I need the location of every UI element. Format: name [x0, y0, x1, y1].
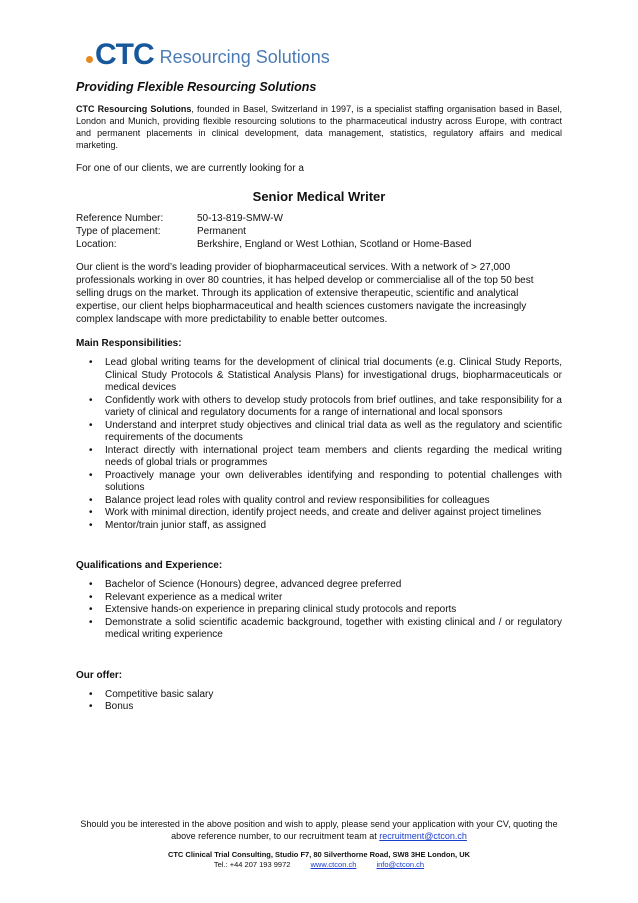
apply-text: Should you be interested in the above position and wish to apply, please send your application with your CV, quoting the above reference number, to our recruitment team at — [80, 819, 558, 841]
list-item: • Bonus — [76, 701, 562, 714]
list-item: • Confidently work with others to develop study protocols from brief outlines, and take responsibility for a variety of clinical and regulatory documents for a range of international and local sponsors — [76, 395, 562, 420]
document-body — [76, 80, 562, 714]
list-item: • Balance project lead roles with quality control and review responsibilities for colleagues — [76, 495, 562, 508]
responsibilities-list — [76, 357, 562, 532]
apply-instructions — [76, 818, 562, 842]
detail-row-location — [76, 238, 562, 251]
intro-text: , founded in Basel, Switzerland in 1997, is a specialist staffing organisation based in Basel, London and Munich, providing flexible resourcing solutions to the pharmaceutical industry across Europe, with contract and permanent placements in clinical development, data management, statistics, regulatory affairs and medical marketing. — [76, 104, 562, 150]
detail-value: Berkshire, England or West Lothian, Scotland or Home-Based — [197, 239, 472, 250]
looking-for-text: For one of our clients, we are currently looking for a — [76, 163, 304, 174]
detail-row-type — [76, 225, 562, 238]
tagline: Providing Flexible Resourcing Solutions — [76, 80, 317, 94]
detail-row-reference — [76, 212, 562, 225]
company-address: CTC Clinical Trial Consulting, Studio F7, 80 Silverthorne Road, SW8 3HE London, UK — [167, 850, 471, 859]
offer-heading: Our offer: — [76, 669, 123, 681]
logo-text: Resourcing Solutions — [159, 46, 330, 67]
intro-company: CTC Resourcing Solutions — [76, 104, 192, 114]
list-item: • Interact directly with international project team members and clients regarding the medical writing needs of global trials or programmes — [76, 445, 562, 470]
list-item: • Demonstrate a solid scientific academic background, together with existing clinical and / or regulatory medical writing experience — [76, 617, 562, 642]
detail-value: Permanent — [197, 226, 246, 237]
footer — [76, 818, 562, 869]
job-title: Senior Medical Writer — [252, 189, 386, 204]
responsibilities-heading: Main Responsibilities: — [76, 338, 182, 349]
contact-line — [76, 860, 562, 869]
logo-dot — [86, 56, 93, 63]
info-email-link[interactable]: info@ctcon.ch — [376, 860, 425, 869]
list-item: • Competitive basic salary — [76, 689, 562, 702]
list-item: • Relevant experience as a medical writer — [76, 592, 562, 605]
intro-paragraph — [76, 103, 562, 151]
detail-key: Type of placement: — [76, 226, 161, 237]
detail-key: Reference Number: — [76, 213, 164, 224]
qualifications-heading: Qualifications and Experience: — [76, 560, 223, 571]
detail-key: Location: — [76, 239, 117, 250]
job-details — [76, 212, 562, 251]
list-item: • Work with minimal direction, identify project needs, and create and deliver against project timelines — [76, 507, 562, 520]
detail-value: 50-13-819-SMW-W — [197, 213, 283, 224]
list-item: • Extensive hands-on experience in preparing clinical study protocols and reports — [76, 604, 562, 617]
client-description: Our client is the word’s leading provider of biopharmaceutical services. With a network of > 27,000 professionals working in over 80 countries, it has helped develop or commercialise all of the top 50 best selling drugs on the market. Through its application of extensive therapeutic, scientific and analytical expertise, our client helps biopharmaceutical and health sciences customers navigate the increasingly complex landscape with more predictability to enable better outcomes. — [76, 262, 534, 325]
list-item: • Understand and interpret study objectives and clinical trial data as well as the regulatory and scientific requirements of the documents — [76, 420, 562, 445]
recruitment-email-link[interactable]: recruitment@ctcon.ch — [379, 831, 467, 841]
list-item: • Proactively manage your own deliverables identifying and responding to potential challenges with solutions — [76, 470, 562, 495]
company-logo — [86, 40, 330, 70]
list-item: • Mentor/train junior staff, as assigned — [76, 520, 562, 533]
offer-list — [76, 689, 562, 714]
logo-mark: CTC — [95, 38, 154, 71]
list-item: • Lead global writing teams for the development of clinical trial documents (e.g. Clinical Study Reports, Clinical Study Protocols & Statistical Analysis Plans) for investigational drugs, biopharmaceuticals or medical devices — [76, 357, 562, 395]
phone-number: Tel.: +44 207 193 9972 — [213, 860, 291, 869]
list-item: • Bachelor of Science (Honours) degree, advanced degree preferred — [76, 579, 562, 592]
qualifications-list — [76, 579, 562, 642]
website-link[interactable]: www.ctcon.ch — [310, 860, 357, 869]
